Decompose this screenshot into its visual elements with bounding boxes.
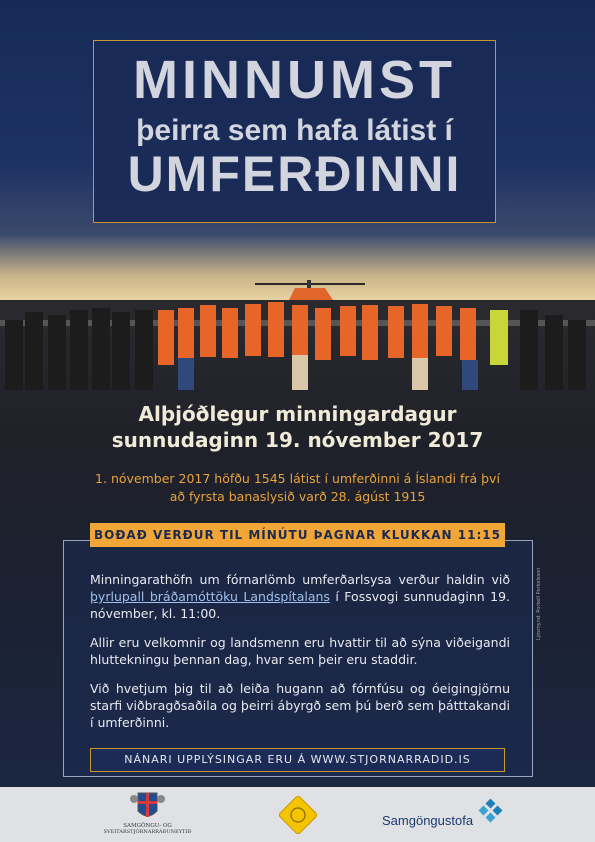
silence-banner: BOÐAÐ VERÐUR TIL MÍNÚTU ÞAGNAR KLUKKAN 11:15 [90,523,505,547]
fact-line-1: 1. nóvember 2017 höfðu 1545 látist í umferðinni á Íslandi frá því [95,471,500,486]
event-date: sunnudaginn 19. nóvember 2017 [111,428,484,452]
coat-of-arms-icon [100,789,195,823]
title-line-3: UMFERÐINNI [127,146,462,202]
location-link[interactable]: þyrlupall bráðamóttöku Landspítalans [90,589,330,604]
info-p1-rest: í Fossvogi sunnudaginn 19. nóvember, kl. 11:00. [90,589,510,621]
samgongustofa-logo [382,799,507,835]
diamond-cluster-icon [478,799,504,823]
info-p1-text: Minningarathöfn um fórnarlömb umferðarlsysa verður haldin við [90,572,510,587]
ministry-logo [100,789,195,839]
info-box [63,540,533,777]
photo-credit [536,567,586,650]
ministry-name-line-2: SVEITARSTJÓRNARRÁÐUNEYTIÐ [103,829,192,835]
title-line-1: MINNUMST [133,50,456,110]
more-info-link[interactable]: NÁNARI UPPLÝSINGAR ERU Á WWW.STJORNARRADID.IS [90,748,505,772]
event-name: Alþjóðlegur minningardagur [138,402,457,426]
fatality-fact [60,470,535,506]
fact-line-2: að fyrsta banaslysið varð 28. ágúst 1915 [169,489,426,504]
event-heading [0,402,595,452]
info-paragraph-3: Við hvetjum þig til að leiða hugann að fórnfúsu og óeigingjörnu starfi viðbragðsaðila og þeirri ábyrgð sem þú berð sem þátttakandi í umferðinni. [90,681,510,730]
title-line-2: þeirra sem hafa látist í [136,114,453,147]
agency-name: Samgöngustofa [382,813,474,828]
crowd-photo [0,290,595,400]
info-paragraph-2: Allir eru velkomnir og landsmenn eru hvattir til að sýna viðeigandi hluttekningu þennan dag, hvar sem þeir eru staddir. [90,635,510,667]
footer [0,787,595,842]
road-sign-logo [276,793,320,837]
info-paragraph-1 [90,571,510,622]
title-box [93,40,496,223]
photo-credit-text: Ljósmynd: Þorkell Þorkelsson [536,567,542,640]
ministry-name-line-1: SAMGÖNGU- OG [123,823,172,829]
